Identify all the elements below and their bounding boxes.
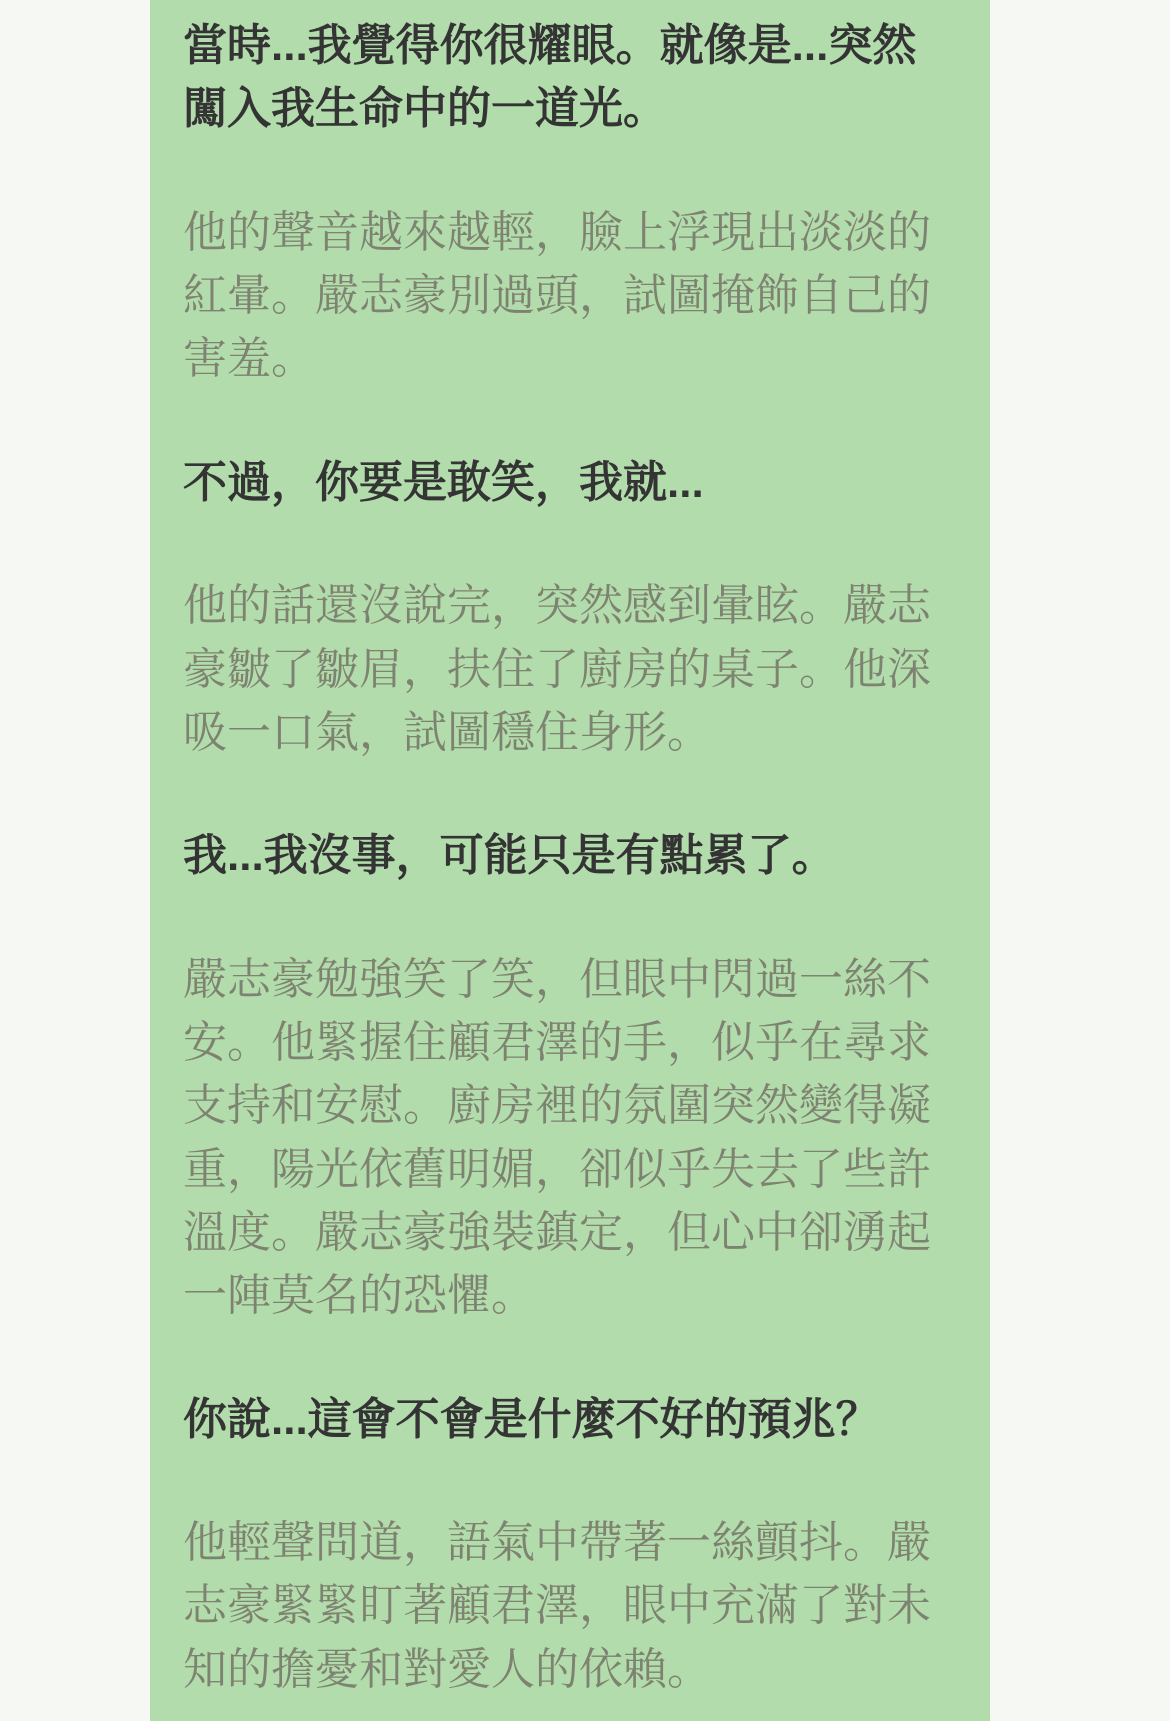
dialogue-paragraph: 我...我沒事，可能只是有點累了。	[183, 831, 836, 881]
message-bubble	[150, 0, 990, 1721]
narration-paragraph: 他輕聲問道，語氣中帶著一絲顫抖。嚴志豪緊緊盯著顧君澤，眼中充滿了對未知的擔憂和對愛人的依賴。	[183, 1518, 931, 1694]
narration-paragraph: 他的聲音越來越輕，臉上浮現出淡淡的紅暈。嚴志豪別過頭，試圖掩飾自己的害羞。	[183, 207, 931, 384]
story-text-container	[150, 0, 990, 1701]
narration-paragraph: 嚴志豪勉強笑了笑，但眼中閃過一絲不安。他緊握住顧君澤的手，似乎在尋求支持和安慰。廚房裡的氛圍突然變得凝重，陽光依舊明媚，卻似乎失去了些許溫度。嚴志豪強裝鎮定，但心中卻湧起一陣莫名的恐懼。	[183, 954, 931, 1321]
dialogue-paragraph: 不過，你要是敢笑，我就...	[183, 457, 704, 507]
narration-paragraph: 他的話還沒說完，突然感到暈眩。嚴志豪皺了皺眉，扶住了廚房的桌子。他深吸一口氣，試圖穩住身形。	[183, 581, 931, 757]
dialogue-paragraph: 當時...我覺得你很耀眼。就像是...突然闖入我生命中的一道光。	[183, 21, 917, 134]
dialogue-paragraph: 你說...這會不會是什麼不好的預兆？	[183, 1394, 880, 1444]
